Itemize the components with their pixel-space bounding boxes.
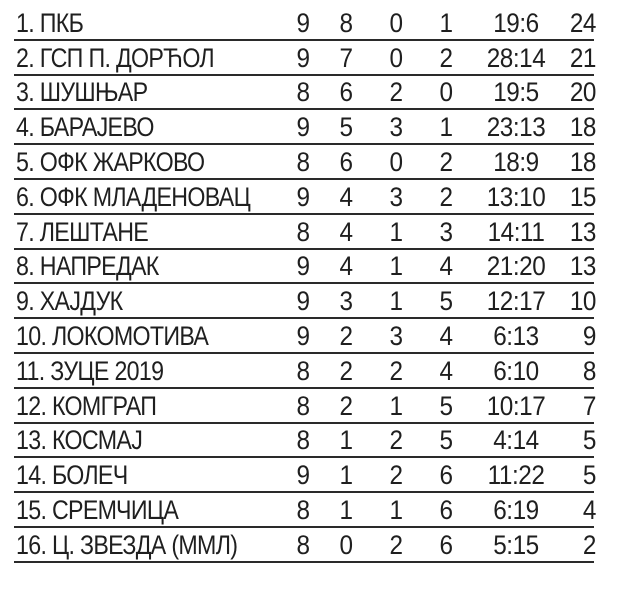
losses: 5 <box>439 286 453 317</box>
games-played: 8 <box>296 390 310 421</box>
losses: 6 <box>439 494 453 525</box>
points: 4 <box>582 494 596 525</box>
goal-score: 12:17 <box>486 286 546 317</box>
points: 2 <box>582 529 596 560</box>
games-played: 8 <box>296 494 310 525</box>
table-row <box>14 6 594 41</box>
wins: 3 <box>339 286 353 317</box>
wins: 2 <box>339 355 353 386</box>
draws: 0 <box>389 42 403 73</box>
draws: 1 <box>389 216 403 247</box>
team-name: 1. ПКБ <box>16 7 84 38</box>
table-row <box>14 284 594 319</box>
table-row <box>14 458 594 493</box>
team-name: 13. КОСМАЈ <box>16 425 143 456</box>
draws: 2 <box>389 355 403 386</box>
table-row <box>14 41 594 76</box>
draws: 3 <box>389 181 403 212</box>
games-played: 9 <box>296 286 310 317</box>
losses: 4 <box>439 355 453 386</box>
losses: 6 <box>439 529 453 560</box>
losses: 0 <box>439 77 453 108</box>
team-name: 3. ШУШЊАР <box>16 77 148 108</box>
points: 5 <box>582 460 596 491</box>
points: 8 <box>582 355 596 386</box>
losses: 2 <box>439 42 453 73</box>
team-name: 4. БАРАЈЕВО <box>16 112 154 143</box>
draws: 2 <box>389 529 403 560</box>
points: 18 <box>569 146 596 177</box>
goal-score: 6:10 <box>493 355 539 386</box>
table-row <box>14 250 594 285</box>
team-name: 16. Ц. ЗВЕЗДА (ММЛ) <box>16 529 238 560</box>
goal-score: 4:14 <box>493 425 539 456</box>
losses: 2 <box>439 146 453 177</box>
losses: 3 <box>439 216 453 247</box>
draws: 2 <box>389 425 403 456</box>
games-played: 8 <box>296 425 310 456</box>
wins: 4 <box>339 251 353 282</box>
games-played: 9 <box>296 181 310 212</box>
goal-score: 21:20 <box>486 251 546 282</box>
losses: 6 <box>439 460 453 491</box>
team-name: 11. ЗУЦЕ 2019 <box>16 355 164 386</box>
table-row <box>14 145 594 180</box>
team-name: 2. ГСП П. ДОРЋОЛ <box>16 42 214 73</box>
games-played: 8 <box>296 77 310 108</box>
goal-score: 14:11 <box>487 216 545 247</box>
draws: 2 <box>389 460 403 491</box>
points: 18 <box>569 112 596 143</box>
team-name: 12. КОМГРАП <box>16 390 157 421</box>
table-row <box>14 110 594 145</box>
games-played: 9 <box>296 251 310 282</box>
points: 24 <box>569 7 596 38</box>
goal-score: 6:19 <box>493 494 539 525</box>
points: 7 <box>582 390 596 421</box>
wins: 5 <box>339 112 353 143</box>
points: 10 <box>569 286 596 317</box>
wins: 0 <box>339 529 353 560</box>
table-row <box>14 180 594 215</box>
games-played: 9 <box>296 320 310 351</box>
wins: 2 <box>339 320 353 351</box>
wins: 4 <box>339 216 353 247</box>
games-played: 9 <box>296 112 310 143</box>
team-name: 15. СРЕМЧИЦА <box>16 494 179 525</box>
standings-table <box>14 6 594 563</box>
points: 21 <box>569 42 596 73</box>
games-played: 9 <box>296 42 310 73</box>
wins: 1 <box>339 425 353 456</box>
goal-score: 6:13 <box>493 320 539 351</box>
table-row <box>14 389 594 424</box>
goal-score: 10:17 <box>486 390 546 421</box>
table-row <box>14 354 594 389</box>
games-played: 8 <box>296 529 310 560</box>
table-row <box>14 528 594 563</box>
draws: 0 <box>389 146 403 177</box>
games-played: 9 <box>296 460 310 491</box>
draws: 1 <box>389 494 403 525</box>
games-played: 8 <box>296 216 310 247</box>
wins: 1 <box>339 460 353 491</box>
table-row <box>14 319 594 354</box>
table-row <box>14 76 594 111</box>
losses: 4 <box>439 320 453 351</box>
goal-score: 11:22 <box>487 460 545 491</box>
wins: 7 <box>339 42 353 73</box>
points: 20 <box>569 77 596 108</box>
goal-score: 18:9 <box>493 146 539 177</box>
goal-score: 19:6 <box>493 7 539 38</box>
draws: 2 <box>389 77 403 108</box>
losses: 2 <box>439 181 453 212</box>
points: 5 <box>582 425 596 456</box>
goal-score: 13:10 <box>486 181 546 212</box>
games-played: 9 <box>296 7 310 38</box>
table-row <box>14 424 594 459</box>
points: 13 <box>569 216 596 247</box>
draws: 1 <box>389 251 403 282</box>
games-played: 8 <box>296 146 310 177</box>
table-row <box>14 215 594 250</box>
goal-score: 23:13 <box>486 112 546 143</box>
draws: 3 <box>389 112 403 143</box>
wins: 4 <box>339 181 353 212</box>
table-row <box>14 493 594 528</box>
goal-score: 28:14 <box>486 42 546 73</box>
goal-score: 5:15 <box>493 529 539 560</box>
wins: 8 <box>339 7 353 38</box>
points: 15 <box>569 181 596 212</box>
wins: 6 <box>339 146 353 177</box>
team-name: 9. ХАЈДУК <box>16 286 123 317</box>
team-name: 6. ОФК МЛАДЕНОВАЦ <box>16 181 251 212</box>
losses: 5 <box>439 425 453 456</box>
wins: 6 <box>339 77 353 108</box>
draws: 0 <box>389 7 403 38</box>
wins: 1 <box>339 494 353 525</box>
losses: 1 <box>439 7 453 38</box>
losses: 1 <box>439 112 453 143</box>
points: 9 <box>582 320 596 351</box>
draws: 1 <box>389 286 403 317</box>
draws: 1 <box>389 390 403 421</box>
points: 13 <box>569 251 596 282</box>
goal-score: 19:5 <box>493 77 539 108</box>
wins: 2 <box>339 390 353 421</box>
draws: 3 <box>389 320 403 351</box>
team-name: 10. ЛОКОМОТИВА <box>16 320 209 351</box>
losses: 4 <box>439 251 453 282</box>
losses: 5 <box>439 390 453 421</box>
team-name: 7. ЛЕШТАНЕ <box>16 216 149 247</box>
team-name: 8. НАПРЕДАК <box>16 251 159 282</box>
team-name: 14. БОЛЕЧ <box>16 460 128 491</box>
team-name: 5. ОФК ЖАРКОВО <box>16 146 205 177</box>
games-played: 8 <box>296 355 310 386</box>
